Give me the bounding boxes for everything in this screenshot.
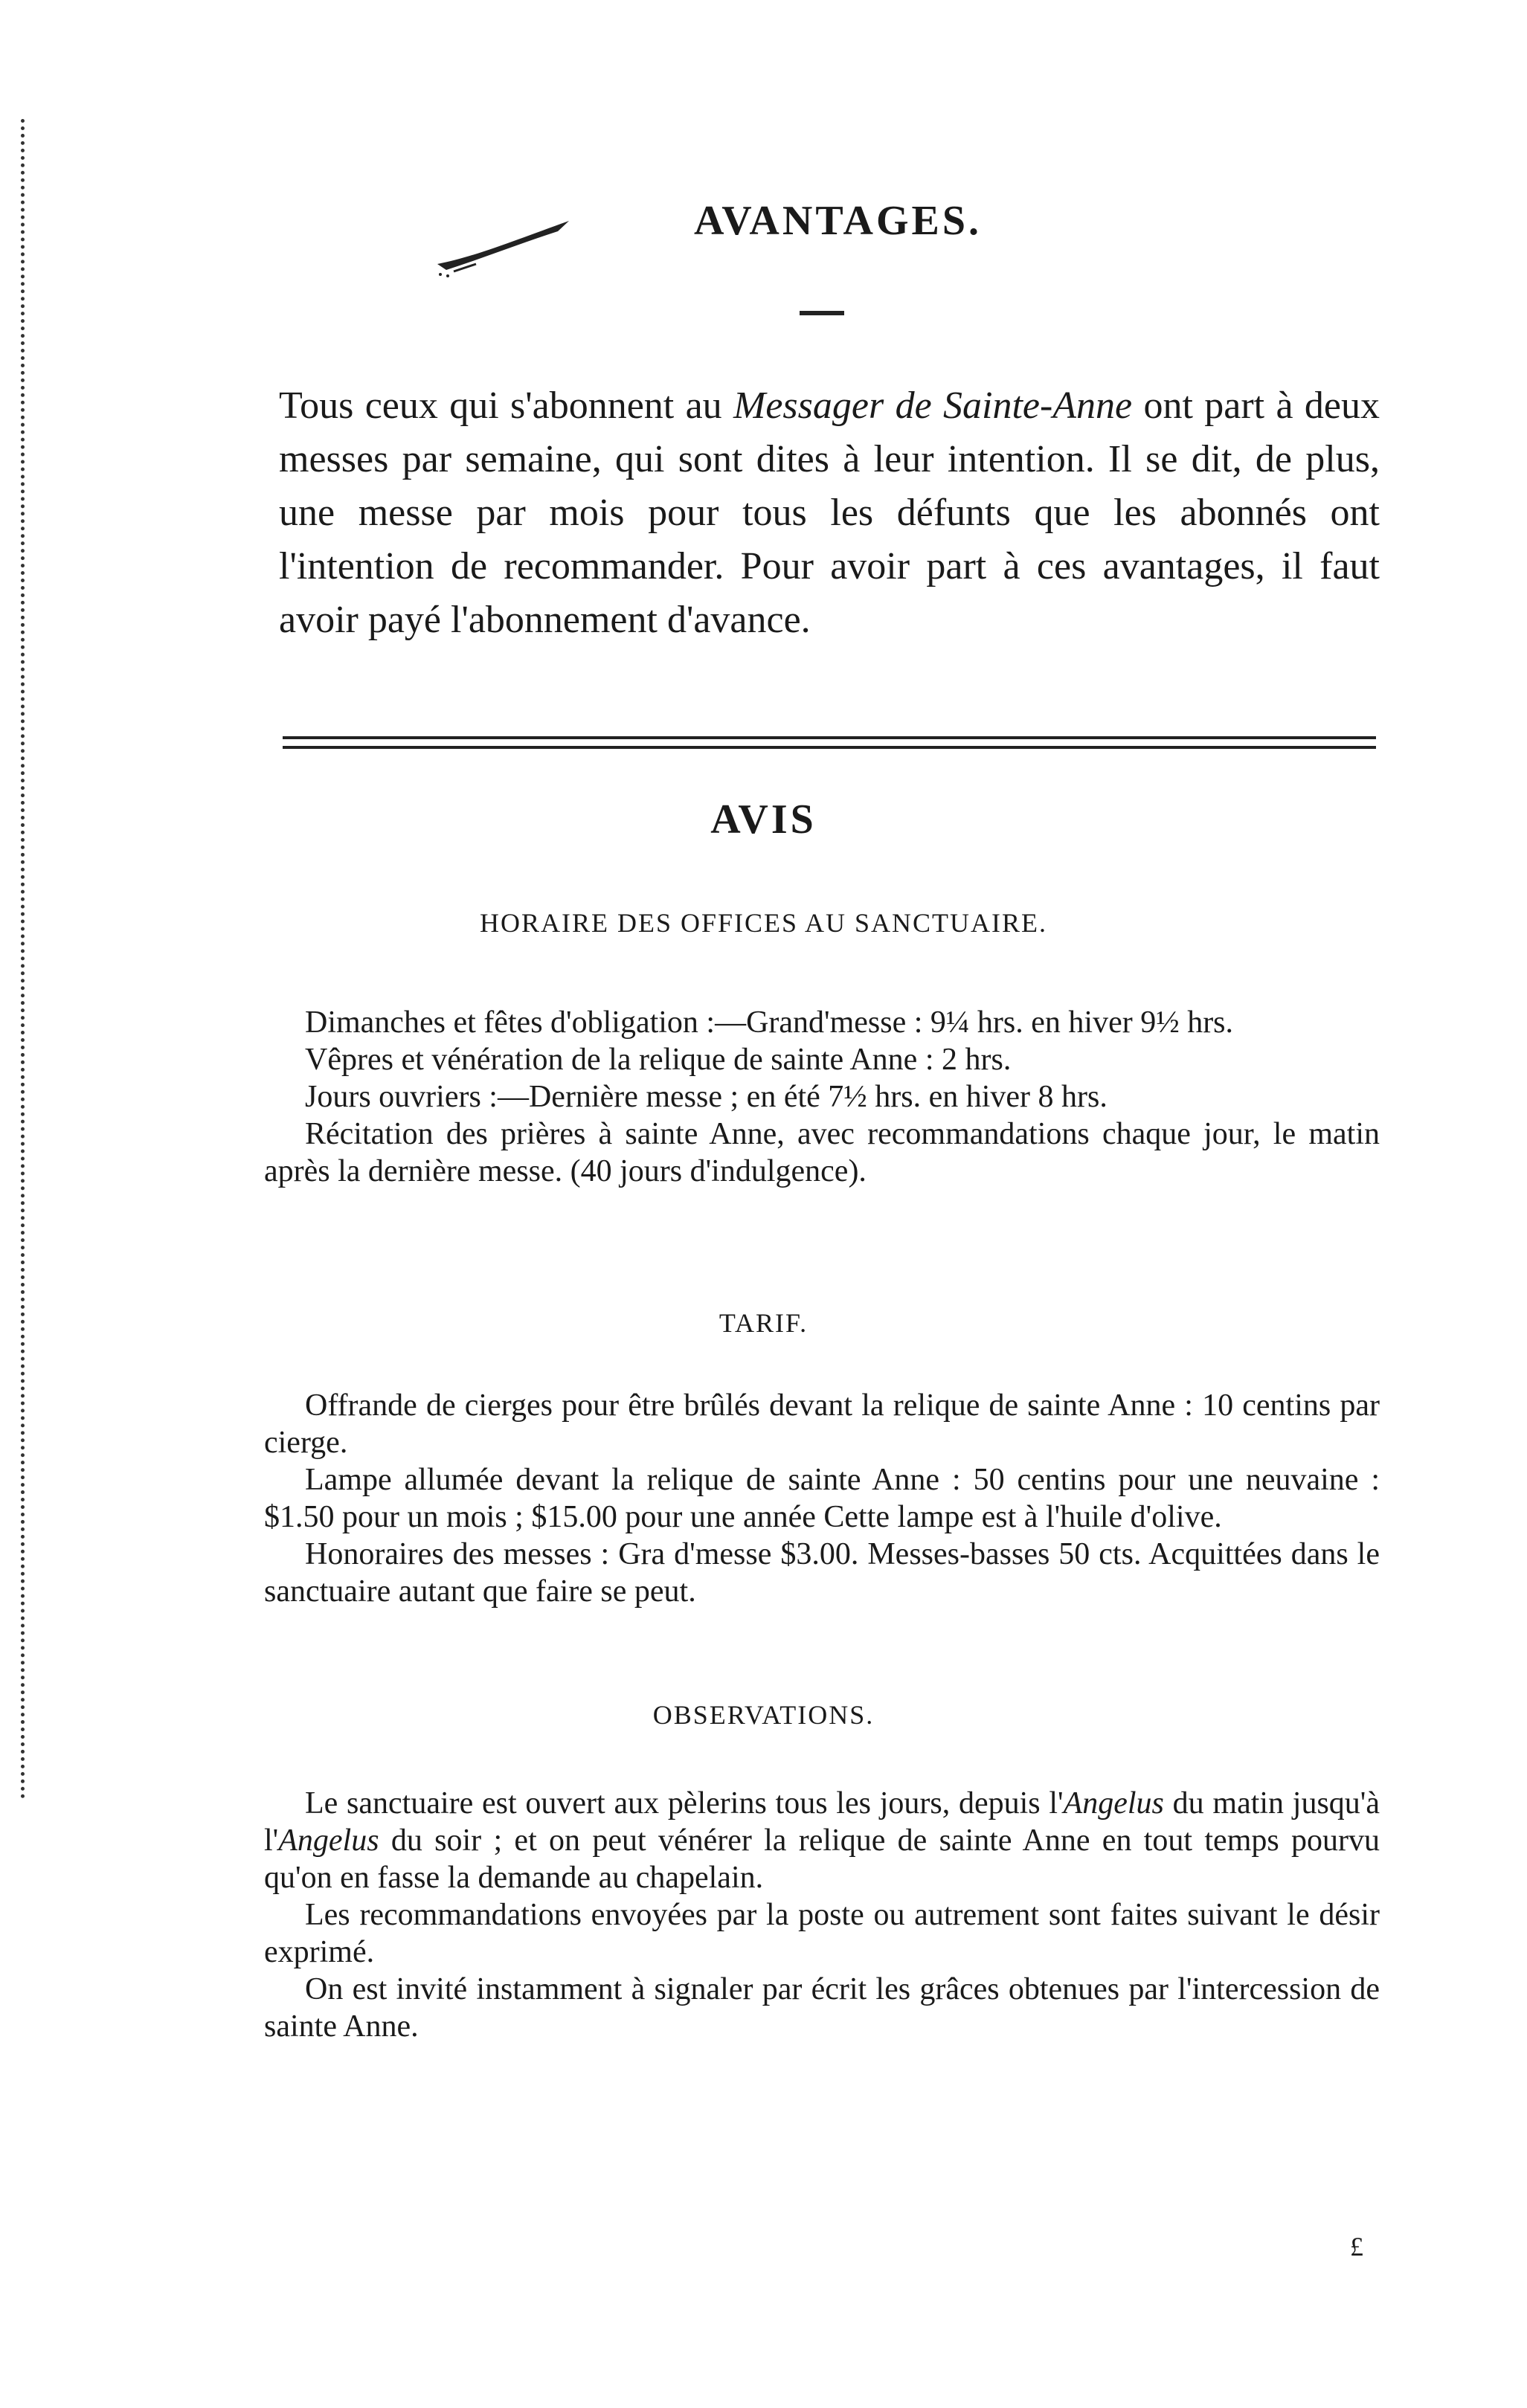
- observation-line: On est invité instamment à signaler par écrit les grâces obtenues par l'intercession de sainte Anne.: [264, 1972, 1380, 2044]
- binding-margin-line: [21, 119, 25, 1800]
- tarif-line: Honoraires des messes : Gra d'messe $3.00. Messes-basses 50 cts. Acquittées dans le sanctuaire autant que faire se peut.: [264, 1537, 1380, 1609]
- obs1-text-c: du soir ; et on peut vénérer la relique de sainte Anne en tout temps pourvu qu'on en fasse la demande au chapelain.: [264, 1823, 1380, 1895]
- horaire-line: Récitation des prières à sainte Anne, avec recommandations chaque jour, le matin après la dernière messe. (40 jours d'indulgence).: [264, 1117, 1380, 1188]
- horaire-heading: HORAIRE DES OFFICES AU SANCTUAIRE.: [479, 908, 1048, 938]
- horaire-line: Dimanches et fêtes d'obligation :—Grand'messe : 9¼ hrs. en hiver 9½ hrs.: [305, 1005, 1234, 1040]
- horaire-list: [264, 1004, 1380, 1190]
- page-signature: £: [1350, 2232, 1363, 2261]
- horaire-line: Jours ouvriers :—Dernière messe ; en été 7½ hrs. en hiver 8 hrs.: [305, 1080, 1108, 1114]
- angelus-1: Angelus: [1063, 1786, 1164, 1821]
- double-rule-top: [283, 736, 1376, 739]
- tarif-heading: TARIF.: [719, 1308, 808, 1338]
- title-dash: [800, 311, 844, 315]
- tarif-line: Lampe allumée devant la relique de sainte Anne : 50 centins pour une neuvaine : $1.50 pour un mois ; $15.00 pour une année Cette lampe est à l'huile d'olive.: [264, 1463, 1380, 1534]
- messager-title: Messager de Sainte-Anne: [733, 384, 1133, 427]
- avantages-text-post: ont part à deux messes par semaine, qui sont dites à leur intention. Il se dit, de plus, une messe par mois pour tous les défunts que les abonnés ont l'intention de recommander. Pour avoir part à ces avantages, il faut avoir payé l'abonnement d'avance.: [279, 384, 1380, 641]
- observations-list: [264, 1785, 1380, 2045]
- horaire-line: Vêpres et vénération de la relique de sainte Anne : 2 hrs.: [305, 1043, 1012, 1077]
- observation-line: [264, 1785, 1380, 1896]
- tarif-line: Offrande de cierges pour être brûlés devant la relique de sainte Anne : 10 centins par cierge.: [264, 1388, 1380, 1460]
- observations-heading: OBSERVATIONS.: [652, 1700, 875, 1730]
- obs1-text-b: du matin jusqu'à l': [264, 1786, 1380, 1858]
- double-rule-bottom: [283, 746, 1376, 749]
- angelus-2: Angelus: [278, 1823, 379, 1858]
- observation-line: Les recommandations envoyées par la poste ou autrement sont faites suivant le désir exprimé.: [264, 1898, 1380, 1969]
- obs1-text-a: Le sanctuaire est ouvert aux pèlerins tous les jours, depuis l': [305, 1786, 1064, 1821]
- avantages-paragraph: [279, 379, 1380, 647]
- tarif-list: [264, 1387, 1380, 1610]
- avantages-text-pre: Tous ceux qui s'abonnent au: [279, 384, 734, 427]
- avantages-title: AVANTAGES.: [693, 198, 983, 244]
- avis-title: AVIS: [710, 796, 817, 843]
